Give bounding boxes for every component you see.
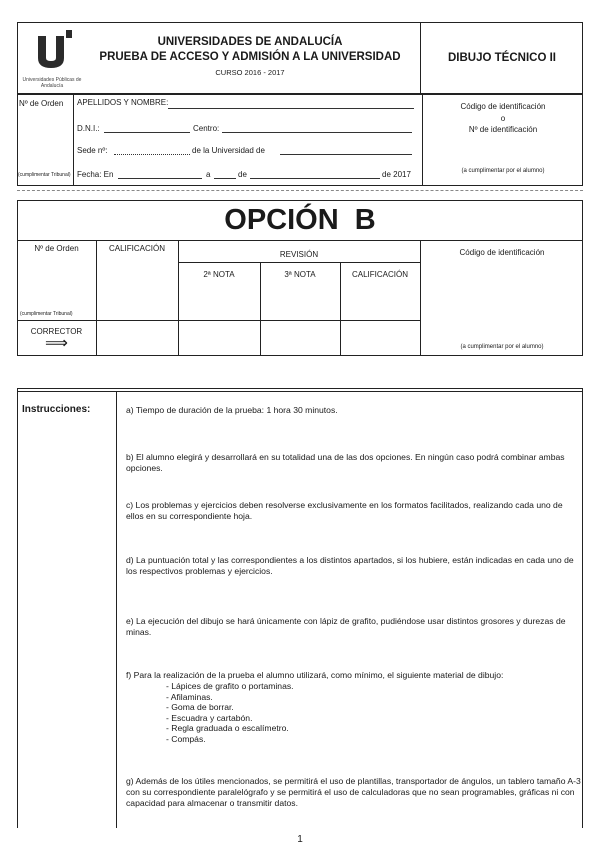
fecha-month-field[interactable] [250,178,380,179]
sede-field[interactable] [114,154,190,155]
option-title-rule [17,240,583,241]
instruction-c: c) Los problemas y ejercicios deben resolverse exclusivamente en los formatos facilitados, realizando cada uno de ellos en su correspondiente hoja. [126,500,563,521]
header-line1: UNIVERSIDADES DE ANDALUCÍA [157,36,343,48]
corrector-arrow-icon: ⟹ [45,335,68,352]
revision-label: REVISIÓN [279,250,319,259]
grade-bottom-rule [17,320,420,321]
option-order-note: (cumplimentar Tribunal) [20,311,73,317]
centro-label: Centro: [193,124,220,133]
subject-title: DIBUJO TÉCNICO II [448,52,556,64]
calificacion2-label: CALIFICACIÓN [351,270,408,279]
fecha-de-label: de [238,170,247,179]
option-title: OPCIÓN B [224,204,376,236]
instruction-f-intro: f) Para la realización de la prueba el alumno utilizará, como mínimo, el siguiente material de dibujo: [126,670,504,680]
centro-field[interactable] [222,132,412,133]
cut-line [17,190,583,191]
list-item: - Compás. [166,733,206,744]
fecha-a-label: a [206,170,211,179]
surname-field[interactable] [168,108,414,109]
instructions-divider [116,391,117,828]
fecha-day-field[interactable] [214,178,236,179]
header-line2: PRUEBA DE ACCESO Y ADMISIÓN A LA UNIVERSIDAD [99,51,401,63]
fecha-year-label: de 2017 [382,170,411,179]
university-field[interactable] [280,154,412,155]
university-logo [22,28,82,90]
option-order-label: Nº de Orden [34,244,79,253]
tribunal-note: (cumplimentar Tribunal) [18,172,71,178]
third-nota-label: 3ª NOTA [284,270,316,279]
instruction-a: a) Tiempo de duración de la prueba: 1 hora 30 minutos. [126,405,338,415]
corrector-label: CORRECTOR [30,327,83,336]
sede-label: Sede nº: [77,146,108,155]
instruction-g: g) Además de los útiles mencionados, se permitirá el uso de plantillas, transportador de ángulos, un tablero tamaño A-3 con su correspondiente paralelógrafo y se permitirá el uso de calculadoras que no sean programables, gráficas ni con capacidad para almacenar o transmitir datos. [126,776,581,808]
page-number: 1 [297,834,303,845]
list-item: - Afilaminas. [166,691,213,702]
code-line2: o [500,114,506,123]
code-note: (a cumplimentar por el alumno) [461,168,545,174]
option-code-note: (a cumplimentar por el alumno) [460,344,544,350]
revision-rule [178,262,420,263]
course-label: CURSO 2016 - 2017 [215,68,285,77]
order-number-label: Nº de Orden [19,99,64,108]
code-line1: Código de identificación [460,102,546,111]
option-code-label: Código de identificación [459,248,545,257]
code-line3: Nº de identificación [468,125,538,134]
second-nota-label: 2ª NOTA [203,270,235,279]
instruction-e: e) La ejecución del dibujo se hará únicamente con lápiz de grafito, pudiéndose usar distintos grosores y durezas de minas. [126,616,566,637]
fecha-label: Fecha: En [77,170,114,179]
dni-label: D.N.I.: [77,124,100,133]
logo-caption: Universidades Públicas de Andalucía [22,77,82,89]
list-item: - Goma de borrar. [166,702,234,712]
list-item: - Lápices de grafito o portaminas. [166,681,294,691]
university-label: de la Universidad de [192,146,265,155]
col-divider-1 [96,240,97,356]
dni-field[interactable] [104,132,190,133]
instructions-top-rule [17,391,583,392]
list-item: - Escuadra y cartabón. [166,712,253,723]
instruction-d: d) La puntuación total y las correspondientes a los distintos apartados, si los hubiere, están indicadas en cada uno de los respectivos problemas y ejercicios. [126,555,574,576]
instructions-label: Instrucciones: [22,404,91,415]
calificacion-label: CALIFICACIÓN [108,244,165,253]
materials-list [126,681,581,744]
list-item: - Regla graduada o escalímetro. [166,723,289,733]
col-divider-5 [420,240,421,356]
surname-label: APELLIDOS Y NOMBRE: [77,98,169,107]
fecha-place-field[interactable] [118,178,202,179]
instruction-b: b) El alumno elegirá y desarrollará en su totalidad una de las dos opciones. En ningún caso podrá combinar ambas opciones. [126,452,565,473]
instruction-f [126,670,581,744]
